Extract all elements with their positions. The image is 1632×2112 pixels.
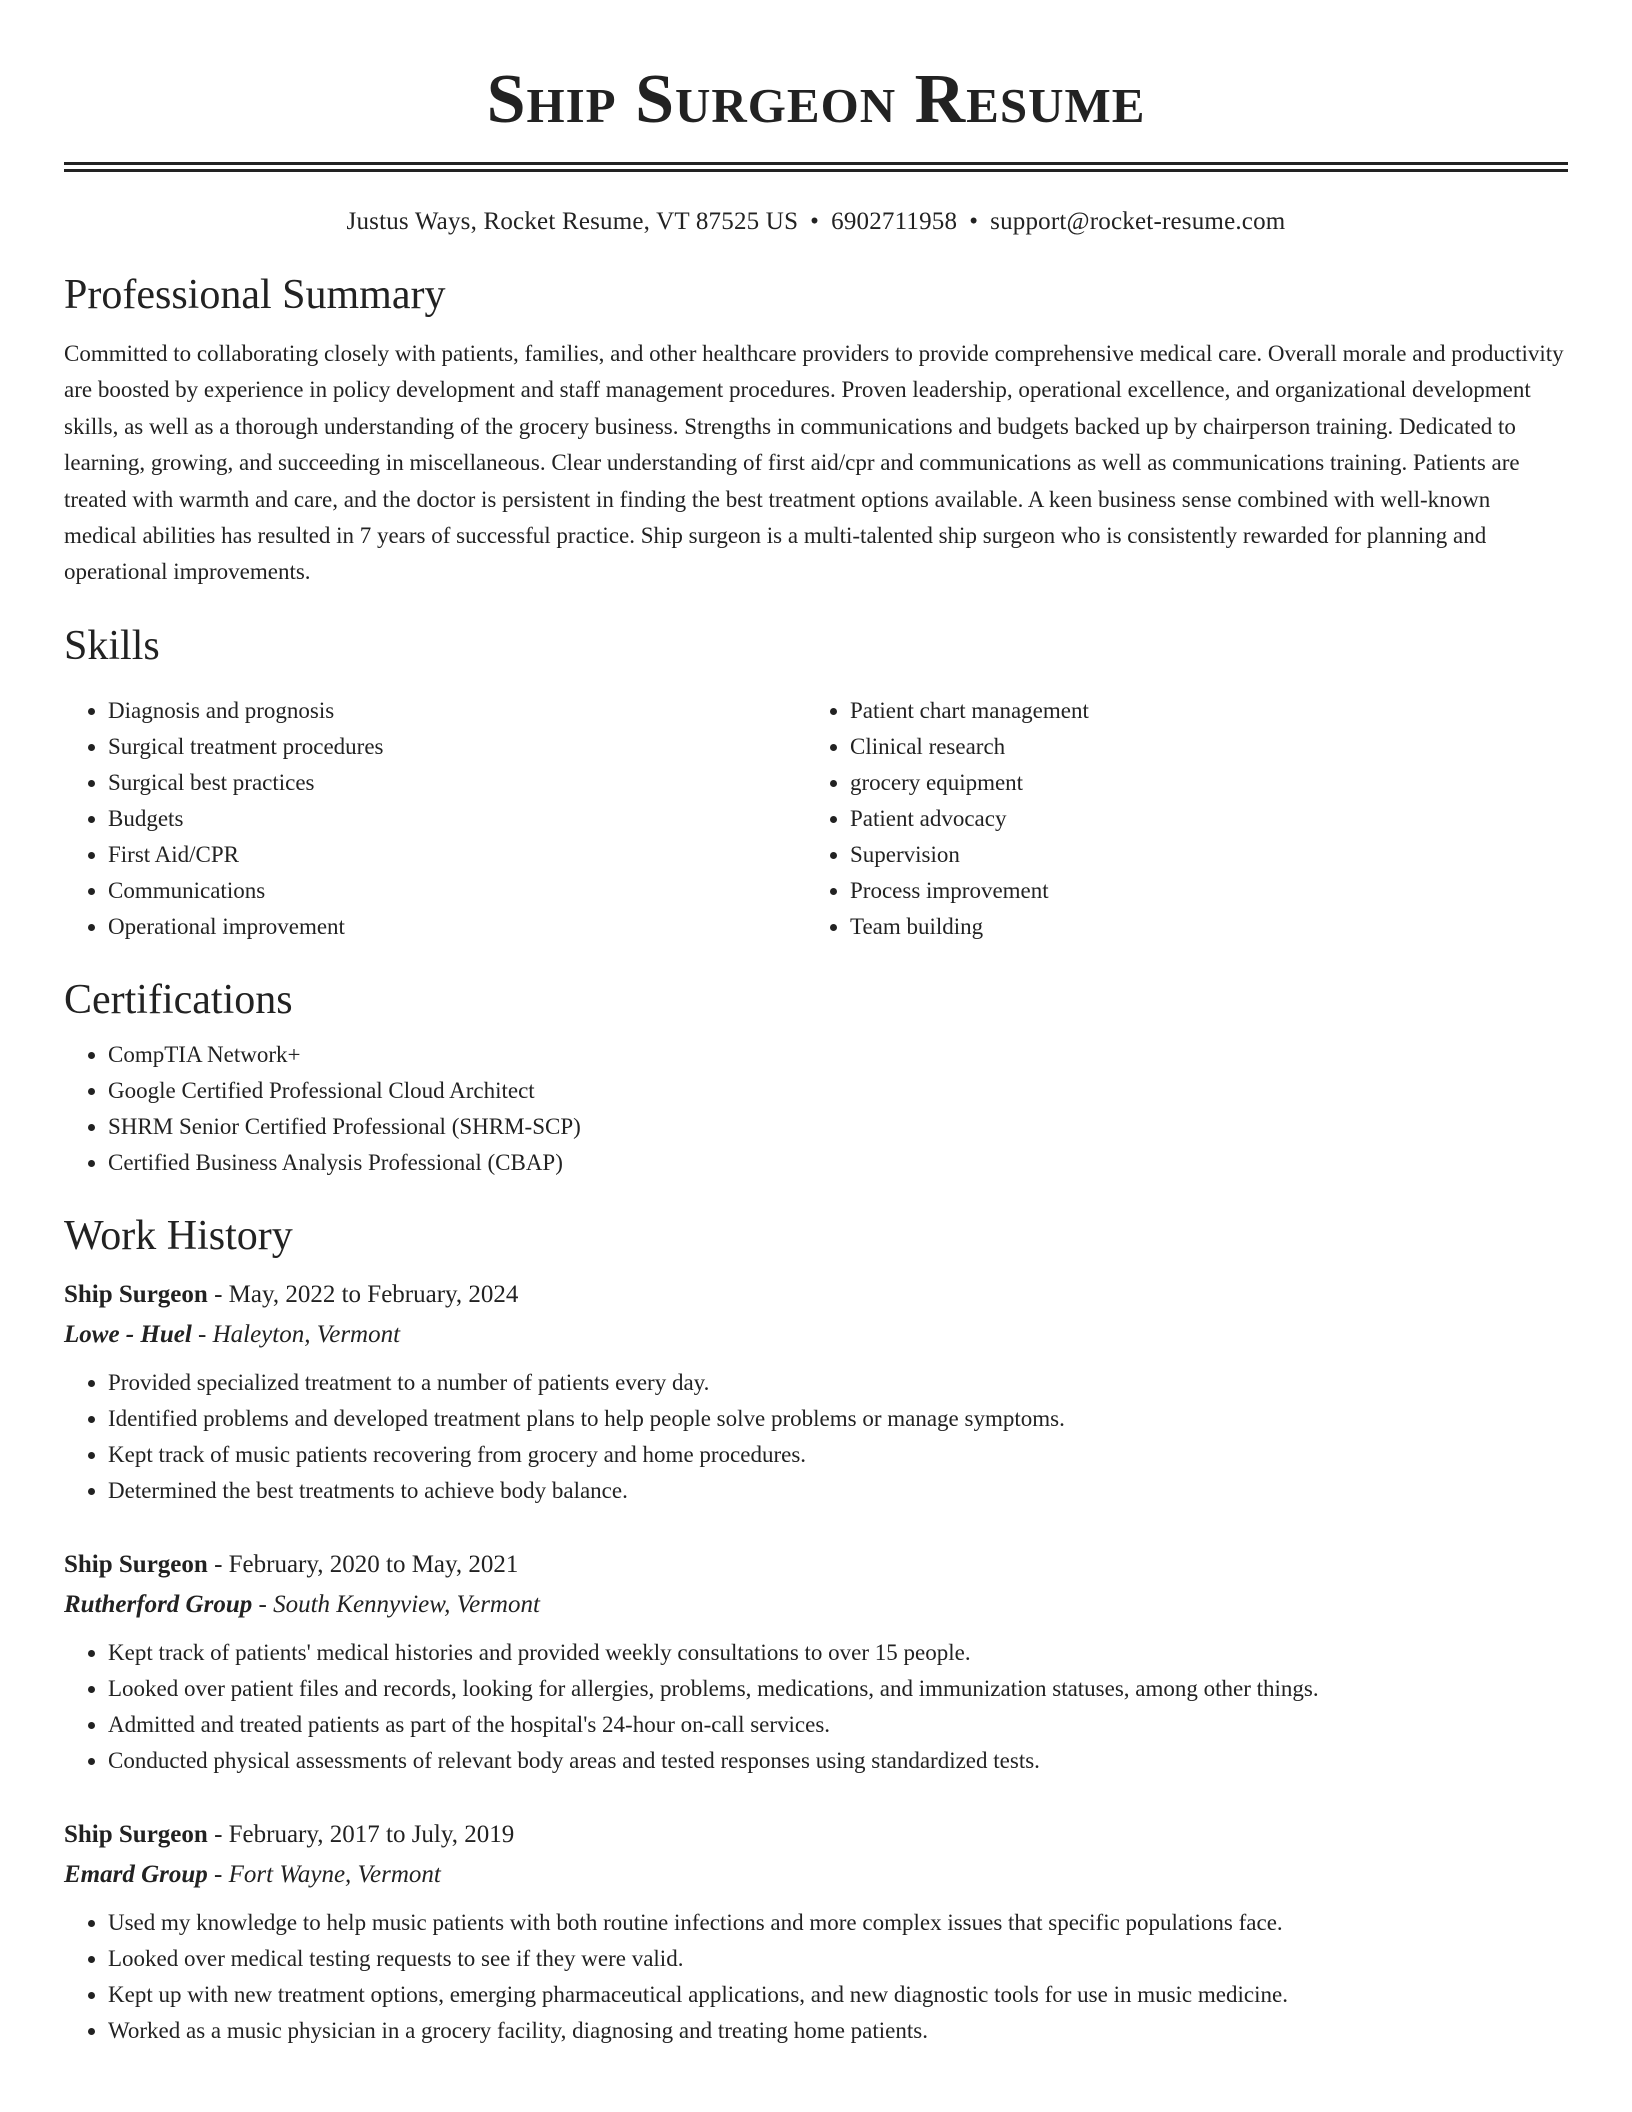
job-title: Ship Surgeon	[64, 1550, 208, 1578]
job-title-line	[64, 1545, 1568, 1585]
job-bullet-list	[64, 1365, 1568, 1509]
certifications-section	[64, 975, 1568, 1181]
job-bullet: • Kept track of music patients recovering from grocery and home procedures.	[108, 1437, 1568, 1473]
job-title: Ship Surgeon	[64, 1280, 208, 1308]
job-location: - Haleyton, Vermont	[191, 1320, 401, 1348]
job-bullet: • Kept track of patients' medical histories and provided weekly consultations to over 15 people.	[108, 1635, 1568, 1671]
job-company: Rutherford Group	[64, 1590, 253, 1618]
job-bullet: • Admitted and treated patients as part of the hospital's 24-hour on-call services.	[108, 1707, 1568, 1743]
job-dates: - February, 2020 to May, 2021	[207, 1550, 519, 1578]
contact-separator: •	[810, 208, 820, 235]
skills-column-right	[806, 693, 1548, 945]
contact-email: support@rocket-resume.com	[990, 208, 1286, 235]
skill-item: • Communications	[108, 873, 806, 909]
job-bullet: • Determined the best treatments to achieve body balance.	[108, 1473, 1568, 1509]
job-bullet-list	[64, 1905, 1568, 2049]
skill-item: • Team building	[850, 909, 1548, 945]
skill-item: • First Aid/CPR	[108, 837, 806, 873]
job-dates: - February, 2017 to July, 2019	[207, 1820, 515, 1848]
skill-item: • Operational improvement	[108, 909, 806, 945]
job-entry	[64, 1815, 1568, 2049]
skill-item: • Surgical best practices	[108, 765, 806, 801]
section-heading-summary: Professional Summary	[64, 272, 446, 318]
skill-item: • Diagnosis and prognosis	[108, 693, 806, 729]
job-employer-line	[64, 1585, 1568, 1625]
skill-item: • grocery equipment	[850, 765, 1548, 801]
job-bullet: • Looked over medical testing requests to see if they were valid.	[108, 1941, 1568, 1977]
certification-item: • Google Certified Professional Cloud Architect	[108, 1073, 1568, 1109]
contact-separator: •	[969, 208, 979, 235]
skill-item: • Surgical treatment procedures	[108, 729, 806, 765]
skills-list-left	[64, 693, 806, 945]
certifications-list	[64, 1037, 1568, 1181]
certification-item: • Certified Business Analysis Professional (CBAP)	[108, 1145, 1568, 1181]
job-company: Lowe - Huel	[64, 1320, 192, 1348]
skills-column-left	[64, 693, 806, 945]
professional-summary-section	[64, 270, 1568, 591]
contact-address: Justus Ways, Rocket Resume, VT 87525 US	[346, 208, 799, 235]
job-bullet: • Provided specialized treatment to a number of patients every day.	[108, 1365, 1568, 1401]
job-bullet: • Looked over patient files and records, looking for allergies, problems, medications, and immunization statuses, among other things.	[108, 1671, 1568, 1707]
job-title: Ship Surgeon	[64, 1820, 208, 1848]
skill-item: • Budgets	[108, 801, 806, 837]
skill-item: • Patient chart management	[850, 693, 1548, 729]
certification-item: • SHRM Senior Certified Professional (SHRM-SCP)	[108, 1109, 1568, 1145]
skills-section	[64, 621, 1568, 945]
skill-item: • Patient advocacy	[850, 801, 1548, 837]
summary-text: Committed to collaborating closely with patients, families, and other healthcare providers to provide comprehensive medical care. Overall morale and productivity are boosted by experience in policy development and staff management procedures. Proven leadership, operational excellence, and organizational development skills, as well as a thorough understanding of the grocery business. Strengths in communications and budgets backed up by chairperson training. Dedicated to learning, growing, and succeeding in miscellaneous. Clear understanding of first aid/cpr and communications as well as communications training. Patients are treated with warmth and care, and the doctor is persistent in finding the best treatment options available. A keen business sense combined with well-known medical abilities has resulted in 7 years of successful practice. Ship surgeon is a multi-talented ship surgeon who is consistently rewarded for planning and operational improvements.	[64, 341, 1564, 585]
job-bullet: • Identified problems and developed treatment plans to help people solve problems or manage symptoms.	[108, 1401, 1568, 1437]
job-company: Emard Group	[64, 1860, 208, 1888]
job-bullet: • Kept up with new treatment options, emerging pharmaceutical applications, and new diagnostic tools for use in music medicine.	[108, 1977, 1568, 2013]
work-history-section	[64, 1211, 1568, 2049]
job-bullet-list	[64, 1635, 1568, 1779]
contact-line	[64, 206, 1568, 238]
job-location: - South Kennyview, Vermont	[252, 1590, 540, 1618]
section-heading-certifications: Certifications	[64, 976, 293, 1023]
certification-item: • CompTIA Network+	[108, 1037, 1568, 1073]
title-double-rule	[64, 162, 1568, 172]
job-entry	[64, 1545, 1568, 1779]
job-bullet: • Used my knowledge to help music patients with both routine infections and more complex issues that specific populations face.	[108, 1905, 1568, 1941]
skill-item: • Clinical research	[850, 729, 1548, 765]
job-employer-line	[64, 1315, 1568, 1355]
section-heading-work-history: Work History	[64, 1212, 293, 1259]
job-title-line	[64, 1275, 1568, 1315]
skill-item: • Supervision	[850, 837, 1548, 873]
job-dates: - May, 2022 to February, 2024	[207, 1280, 519, 1308]
job-location: - Fort Wayne, Vermont	[207, 1860, 441, 1888]
section-heading-skills: Skills	[64, 622, 160, 669]
skills-columns	[64, 693, 1568, 945]
skill-item: • Process improvement	[850, 873, 1548, 909]
job-title-line	[64, 1815, 1568, 1855]
page-title: Ship Surgeon Resume	[486, 61, 1146, 138]
contact-phone: 6902711958	[831, 208, 958, 235]
job-entry	[64, 1275, 1568, 1509]
skills-list-right	[806, 693, 1548, 945]
job-bullet: • Conducted physical assessments of relevant body areas and tested responses using standardized tests.	[108, 1743, 1568, 1779]
job-employer-line	[64, 1855, 1568, 1895]
job-bullet: • Worked as a music physician in a grocery facility, diagnosing and treating home patients.	[108, 2013, 1568, 2049]
